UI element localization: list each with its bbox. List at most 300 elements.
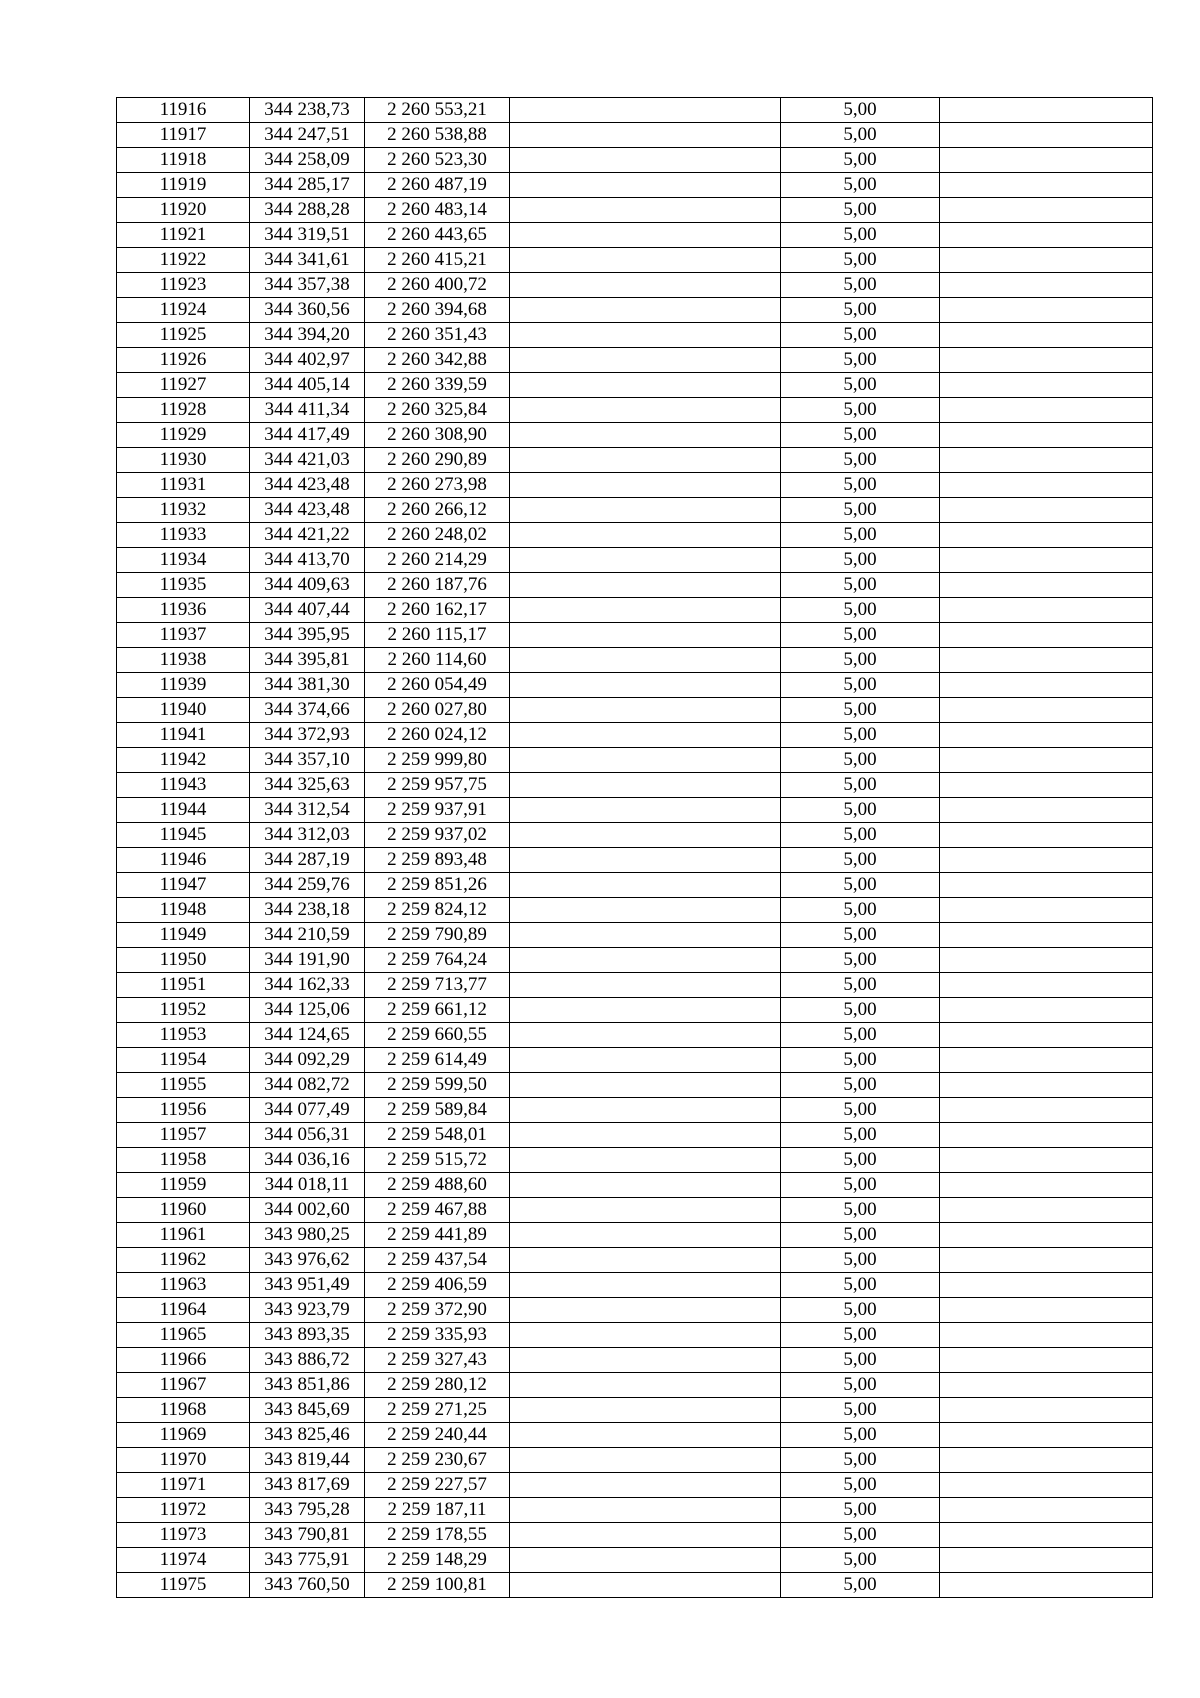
empty-cell (510, 1148, 781, 1173)
y-coordinate-cell: 2 260 027,80 (365, 698, 510, 723)
empty-cell (510, 98, 781, 123)
empty-cell (940, 1498, 1153, 1523)
point-number-cell: 11959 (117, 1173, 250, 1198)
empty-cell (510, 173, 781, 198)
point-number-cell: 11960 (117, 1198, 250, 1223)
empty-cell (510, 623, 781, 648)
empty-cell (510, 123, 781, 148)
y-coordinate-cell: 2 259 937,91 (365, 798, 510, 823)
x-coordinate-cell: 344 395,81 (250, 648, 365, 673)
empty-cell (510, 373, 781, 398)
point-number-cell: 11944 (117, 798, 250, 823)
y-coordinate-cell: 2 259 271,25 (365, 1398, 510, 1423)
point-number-cell: 11940 (117, 698, 250, 723)
y-coordinate-cell: 2 259 437,54 (365, 1248, 510, 1273)
empty-cell (940, 823, 1153, 848)
y-coordinate-cell: 2 259 764,24 (365, 948, 510, 973)
y-coordinate-cell: 2 260 248,02 (365, 523, 510, 548)
x-coordinate-cell: 344 413,70 (250, 548, 365, 573)
point-number-cell: 11955 (117, 1073, 250, 1098)
x-coordinate-cell: 344 360,56 (250, 298, 365, 323)
table-row (117, 1373, 1153, 1398)
y-coordinate-cell: 2 260 523,30 (365, 148, 510, 173)
point-number-cell: 11930 (117, 448, 250, 473)
table-row (117, 1548, 1153, 1573)
value-cell: 5,00 (781, 1573, 940, 1598)
point-number-cell: 11951 (117, 973, 250, 998)
table-row (117, 273, 1153, 298)
value-cell: 5,00 (781, 473, 940, 498)
x-coordinate-cell: 344 092,29 (250, 1048, 365, 1073)
empty-cell (940, 1348, 1153, 1373)
value-cell: 5,00 (781, 1498, 940, 1523)
y-coordinate-cell: 2 260 538,88 (365, 123, 510, 148)
y-coordinate-cell: 2 259 335,93 (365, 1323, 510, 1348)
x-coordinate-cell: 343 817,69 (250, 1473, 365, 1498)
table-row (117, 873, 1153, 898)
y-coordinate-cell: 2 260 443,65 (365, 223, 510, 248)
x-coordinate-cell: 344 002,60 (250, 1198, 365, 1223)
point-number-cell: 11925 (117, 323, 250, 348)
empty-cell (940, 648, 1153, 673)
empty-cell (510, 473, 781, 498)
value-cell: 5,00 (781, 1298, 940, 1323)
y-coordinate-cell: 2 259 372,90 (365, 1298, 510, 1323)
point-number-cell: 11924 (117, 298, 250, 323)
point-number-cell: 11921 (117, 223, 250, 248)
empty-cell (940, 698, 1153, 723)
x-coordinate-cell: 343 980,25 (250, 1223, 365, 1248)
value-cell: 5,00 (781, 1023, 940, 1048)
y-coordinate-cell: 2 259 488,60 (365, 1173, 510, 1198)
empty-cell (510, 1023, 781, 1048)
table-row (117, 748, 1153, 773)
x-coordinate-cell: 343 819,44 (250, 1448, 365, 1473)
point-number-cell: 11954 (117, 1048, 250, 1073)
y-coordinate-cell: 2 260 054,49 (365, 673, 510, 698)
point-number-cell: 11931 (117, 473, 250, 498)
point-number-cell: 11943 (117, 773, 250, 798)
table-row (117, 398, 1153, 423)
empty-cell (940, 173, 1153, 198)
value-cell: 5,00 (781, 1423, 940, 1448)
empty-cell (940, 373, 1153, 398)
value-cell: 5,00 (781, 273, 940, 298)
point-number-cell: 11938 (117, 648, 250, 673)
y-coordinate-cell: 2 259 790,89 (365, 923, 510, 948)
table-row (117, 1573, 1153, 1598)
empty-cell (940, 1023, 1153, 1048)
value-cell: 5,00 (781, 998, 940, 1023)
empty-cell (940, 1298, 1153, 1323)
point-number-cell: 11962 (117, 1248, 250, 1273)
empty-cell (940, 98, 1153, 123)
point-number-cell: 11926 (117, 348, 250, 373)
empty-cell (940, 748, 1153, 773)
point-number-cell: 11933 (117, 523, 250, 548)
empty-cell (510, 1573, 781, 1598)
table-row (117, 1073, 1153, 1098)
point-number-cell: 11947 (117, 873, 250, 898)
empty-cell (510, 1323, 781, 1348)
empty-cell (940, 1073, 1153, 1098)
empty-cell (510, 398, 781, 423)
value-cell: 5,00 (781, 798, 940, 823)
empty-cell (940, 223, 1153, 248)
x-coordinate-cell: 344 018,11 (250, 1173, 365, 1198)
value-cell: 5,00 (781, 1548, 940, 1573)
value-cell: 5,00 (781, 298, 940, 323)
x-coordinate-cell: 343 825,46 (250, 1423, 365, 1448)
point-number-cell: 11942 (117, 748, 250, 773)
point-number-cell: 11953 (117, 1023, 250, 1048)
x-coordinate-cell: 344 082,72 (250, 1073, 365, 1098)
empty-cell (510, 698, 781, 723)
point-number-cell: 11945 (117, 823, 250, 848)
point-number-cell: 11932 (117, 498, 250, 523)
y-coordinate-cell: 2 260 187,76 (365, 573, 510, 598)
value-cell: 5,00 (781, 698, 940, 723)
point-number-cell: 11964 (117, 1298, 250, 1323)
table-row (117, 923, 1153, 948)
point-number-cell: 11948 (117, 898, 250, 923)
empty-cell (510, 973, 781, 998)
empty-cell (940, 248, 1153, 273)
empty-cell (940, 1148, 1153, 1173)
x-coordinate-cell: 344 312,54 (250, 798, 365, 823)
empty-cell (510, 1398, 781, 1423)
empty-cell (940, 1373, 1153, 1398)
y-coordinate-cell: 2 260 400,72 (365, 273, 510, 298)
empty-cell (510, 1048, 781, 1073)
empty-cell (510, 898, 781, 923)
value-cell: 5,00 (781, 623, 940, 648)
value-cell: 5,00 (781, 123, 940, 148)
empty-cell (510, 598, 781, 623)
empty-cell (510, 1523, 781, 1548)
table-row (117, 1248, 1153, 1273)
point-number-cell: 11967 (117, 1373, 250, 1398)
point-number-cell: 11941 (117, 723, 250, 748)
y-coordinate-cell: 2 259 851,26 (365, 873, 510, 898)
empty-cell (510, 773, 781, 798)
empty-cell (510, 648, 781, 673)
value-cell: 5,00 (781, 1123, 940, 1148)
point-number-cell: 11966 (117, 1348, 250, 1373)
table-row (117, 723, 1153, 748)
point-number-cell: 11919 (117, 173, 250, 198)
x-coordinate-cell: 344 319,51 (250, 223, 365, 248)
value-cell: 5,00 (781, 98, 940, 123)
empty-cell (940, 898, 1153, 923)
empty-cell (940, 1098, 1153, 1123)
table-row (117, 148, 1153, 173)
table-row (117, 1148, 1153, 1173)
empty-cell (510, 948, 781, 973)
point-number-cell: 11946 (117, 848, 250, 873)
table-row (117, 948, 1153, 973)
y-coordinate-cell: 2 259 515,72 (365, 1148, 510, 1173)
y-coordinate-cell: 2 259 999,80 (365, 748, 510, 773)
x-coordinate-cell: 344 124,65 (250, 1023, 365, 1048)
value-cell: 5,00 (781, 1148, 940, 1173)
value-cell: 5,00 (781, 1073, 940, 1098)
point-number-cell: 11928 (117, 398, 250, 423)
point-number-cell: 11950 (117, 948, 250, 973)
empty-cell (940, 1323, 1153, 1348)
value-cell: 5,00 (781, 373, 940, 398)
x-coordinate-cell: 344 162,33 (250, 973, 365, 998)
value-cell: 5,00 (781, 773, 940, 798)
y-coordinate-cell: 2 260 351,43 (365, 323, 510, 348)
table-row (117, 1423, 1153, 1448)
x-coordinate-cell: 344 036,16 (250, 1148, 365, 1173)
point-number-cell: 11917 (117, 123, 250, 148)
value-cell: 5,00 (781, 348, 940, 373)
x-coordinate-cell: 344 056,31 (250, 1123, 365, 1148)
empty-cell (510, 748, 781, 773)
value-cell: 5,00 (781, 723, 940, 748)
empty-cell (510, 1173, 781, 1198)
empty-cell (510, 823, 781, 848)
table-row (117, 1348, 1153, 1373)
y-coordinate-cell: 2 259 406,59 (365, 1273, 510, 1298)
table-row (117, 173, 1153, 198)
empty-cell (940, 873, 1153, 898)
empty-cell (940, 798, 1153, 823)
value-cell: 5,00 (781, 1248, 940, 1273)
empty-cell (510, 1498, 781, 1523)
x-coordinate-cell: 344 312,03 (250, 823, 365, 848)
x-coordinate-cell: 344 238,18 (250, 898, 365, 923)
empty-cell (510, 273, 781, 298)
coordinates-table (116, 97, 1153, 1598)
empty-cell (940, 198, 1153, 223)
x-coordinate-cell: 344 125,06 (250, 998, 365, 1023)
y-coordinate-cell: 2 259 178,55 (365, 1523, 510, 1548)
empty-cell (940, 673, 1153, 698)
table-row (117, 348, 1153, 373)
point-number-cell: 11963 (117, 1273, 250, 1298)
value-cell: 5,00 (781, 1198, 940, 1223)
y-coordinate-cell: 2 260 394,68 (365, 298, 510, 323)
x-coordinate-cell: 344 395,95 (250, 623, 365, 648)
y-coordinate-cell: 2 260 342,88 (365, 348, 510, 373)
x-coordinate-cell: 344 247,51 (250, 123, 365, 148)
empty-cell (940, 723, 1153, 748)
y-coordinate-cell: 2 259 660,55 (365, 1023, 510, 1048)
x-coordinate-cell: 344 407,44 (250, 598, 365, 623)
table-row (117, 1098, 1153, 1123)
empty-cell (940, 523, 1153, 548)
point-number-cell: 11971 (117, 1473, 250, 1498)
y-coordinate-cell: 2 259 548,01 (365, 1123, 510, 1148)
table-row (117, 973, 1153, 998)
value-cell: 5,00 (781, 1523, 940, 1548)
empty-cell (940, 1198, 1153, 1223)
table-row (117, 198, 1153, 223)
y-coordinate-cell: 2 260 483,14 (365, 198, 510, 223)
y-coordinate-cell: 2 260 553,21 (365, 98, 510, 123)
table-row (117, 1298, 1153, 1323)
empty-cell (510, 1448, 781, 1473)
empty-cell (940, 298, 1153, 323)
table-row (117, 673, 1153, 698)
table-row (117, 1473, 1153, 1498)
value-cell: 5,00 (781, 248, 940, 273)
value-cell: 5,00 (781, 1223, 940, 1248)
y-coordinate-cell: 2 259 614,49 (365, 1048, 510, 1073)
empty-cell (510, 1423, 781, 1448)
table-row (117, 1123, 1153, 1148)
y-coordinate-cell: 2 259 713,77 (365, 973, 510, 998)
empty-cell (510, 1548, 781, 1573)
empty-cell (940, 1123, 1153, 1148)
empty-cell (940, 973, 1153, 998)
point-number-cell: 11972 (117, 1498, 250, 1523)
empty-cell (940, 1398, 1153, 1423)
x-coordinate-cell: 344 259,76 (250, 873, 365, 898)
value-cell: 5,00 (781, 323, 940, 348)
empty-cell (940, 423, 1153, 448)
table-row (117, 223, 1153, 248)
value-cell: 5,00 (781, 873, 940, 898)
empty-cell (940, 148, 1153, 173)
x-coordinate-cell: 344 258,09 (250, 148, 365, 173)
x-coordinate-cell: 344 423,48 (250, 473, 365, 498)
y-coordinate-cell: 2 259 661,12 (365, 998, 510, 1023)
value-cell: 5,00 (781, 848, 940, 873)
point-number-cell: 11956 (117, 1098, 250, 1123)
value-cell: 5,00 (781, 173, 940, 198)
point-number-cell: 11975 (117, 1573, 250, 1598)
table-row (117, 1273, 1153, 1298)
value-cell: 5,00 (781, 823, 940, 848)
empty-cell (510, 848, 781, 873)
table-row (117, 1223, 1153, 1248)
empty-cell (940, 1448, 1153, 1473)
empty-cell (510, 873, 781, 898)
point-number-cell: 11922 (117, 248, 250, 273)
y-coordinate-cell: 2 259 824,12 (365, 898, 510, 923)
x-coordinate-cell: 343 795,28 (250, 1498, 365, 1523)
x-coordinate-cell: 344 421,03 (250, 448, 365, 473)
value-cell: 5,00 (781, 923, 940, 948)
value-cell: 5,00 (781, 548, 940, 573)
table-row (117, 548, 1153, 573)
y-coordinate-cell: 2 259 441,89 (365, 1223, 510, 1248)
value-cell: 5,00 (781, 1323, 940, 1348)
empty-cell (510, 348, 781, 373)
table-row (117, 248, 1153, 273)
empty-cell (510, 573, 781, 598)
value-cell: 5,00 (781, 423, 940, 448)
y-coordinate-cell: 2 260 162,17 (365, 598, 510, 623)
y-coordinate-cell: 2 259 467,88 (365, 1198, 510, 1223)
point-number-cell: 11969 (117, 1423, 250, 1448)
table-row (117, 1048, 1153, 1073)
table-row (117, 1023, 1153, 1048)
value-cell: 5,00 (781, 198, 940, 223)
x-coordinate-cell: 344 402,97 (250, 348, 365, 373)
value-cell: 5,00 (781, 1473, 940, 1498)
table-row (117, 848, 1153, 873)
x-coordinate-cell: 344 325,63 (250, 773, 365, 798)
y-coordinate-cell: 2 259 148,29 (365, 1548, 510, 1573)
y-coordinate-cell: 2 260 024,12 (365, 723, 510, 748)
table-row (117, 598, 1153, 623)
empty-cell (510, 1348, 781, 1373)
point-number-cell: 11973 (117, 1523, 250, 1548)
point-number-cell: 11934 (117, 548, 250, 573)
value-cell: 5,00 (781, 498, 940, 523)
empty-cell (940, 598, 1153, 623)
empty-cell (940, 548, 1153, 573)
empty-cell (940, 923, 1153, 948)
y-coordinate-cell: 2 260 214,29 (365, 548, 510, 573)
empty-cell (940, 1248, 1153, 1273)
empty-cell (940, 1523, 1153, 1548)
y-coordinate-cell: 2 259 240,44 (365, 1423, 510, 1448)
x-coordinate-cell: 344 423,48 (250, 498, 365, 523)
table-row (117, 298, 1153, 323)
value-cell: 5,00 (781, 948, 940, 973)
empty-cell (510, 1123, 781, 1148)
table-row (117, 1448, 1153, 1473)
y-coordinate-cell: 2 259 957,75 (365, 773, 510, 798)
value-cell: 5,00 (781, 898, 940, 923)
y-coordinate-cell: 2 260 114,60 (365, 648, 510, 673)
value-cell: 5,00 (781, 1173, 940, 1198)
table-body (117, 98, 1153, 1598)
x-coordinate-cell: 344 077,49 (250, 1098, 365, 1123)
value-cell: 5,00 (781, 673, 940, 698)
empty-cell (940, 1273, 1153, 1298)
table-row (117, 473, 1153, 498)
value-cell: 5,00 (781, 1348, 940, 1373)
y-coordinate-cell: 2 259 280,12 (365, 1373, 510, 1398)
empty-cell (510, 448, 781, 473)
point-number-cell: 11968 (117, 1398, 250, 1423)
empty-cell (940, 1548, 1153, 1573)
value-cell: 5,00 (781, 973, 940, 998)
empty-cell (940, 948, 1153, 973)
x-coordinate-cell: 343 951,49 (250, 1273, 365, 1298)
table-row (117, 1398, 1153, 1423)
x-coordinate-cell: 344 405,14 (250, 373, 365, 398)
x-coordinate-cell: 344 417,49 (250, 423, 365, 448)
value-cell: 5,00 (781, 1273, 940, 1298)
x-coordinate-cell: 344 287,19 (250, 848, 365, 873)
table-row (117, 773, 1153, 798)
x-coordinate-cell: 344 288,28 (250, 198, 365, 223)
value-cell: 5,00 (781, 573, 940, 598)
empty-cell (940, 348, 1153, 373)
empty-cell (510, 498, 781, 523)
table-row (117, 423, 1153, 448)
table-row (117, 998, 1153, 1023)
table-row (117, 448, 1153, 473)
empty-cell (940, 1423, 1153, 1448)
table-row (117, 698, 1153, 723)
empty-cell (510, 998, 781, 1023)
empty-cell (940, 323, 1153, 348)
empty-cell (510, 1273, 781, 1298)
y-coordinate-cell: 2 260 325,84 (365, 398, 510, 423)
empty-cell (510, 1298, 781, 1323)
y-coordinate-cell: 2 259 227,57 (365, 1473, 510, 1498)
empty-cell (510, 723, 781, 748)
